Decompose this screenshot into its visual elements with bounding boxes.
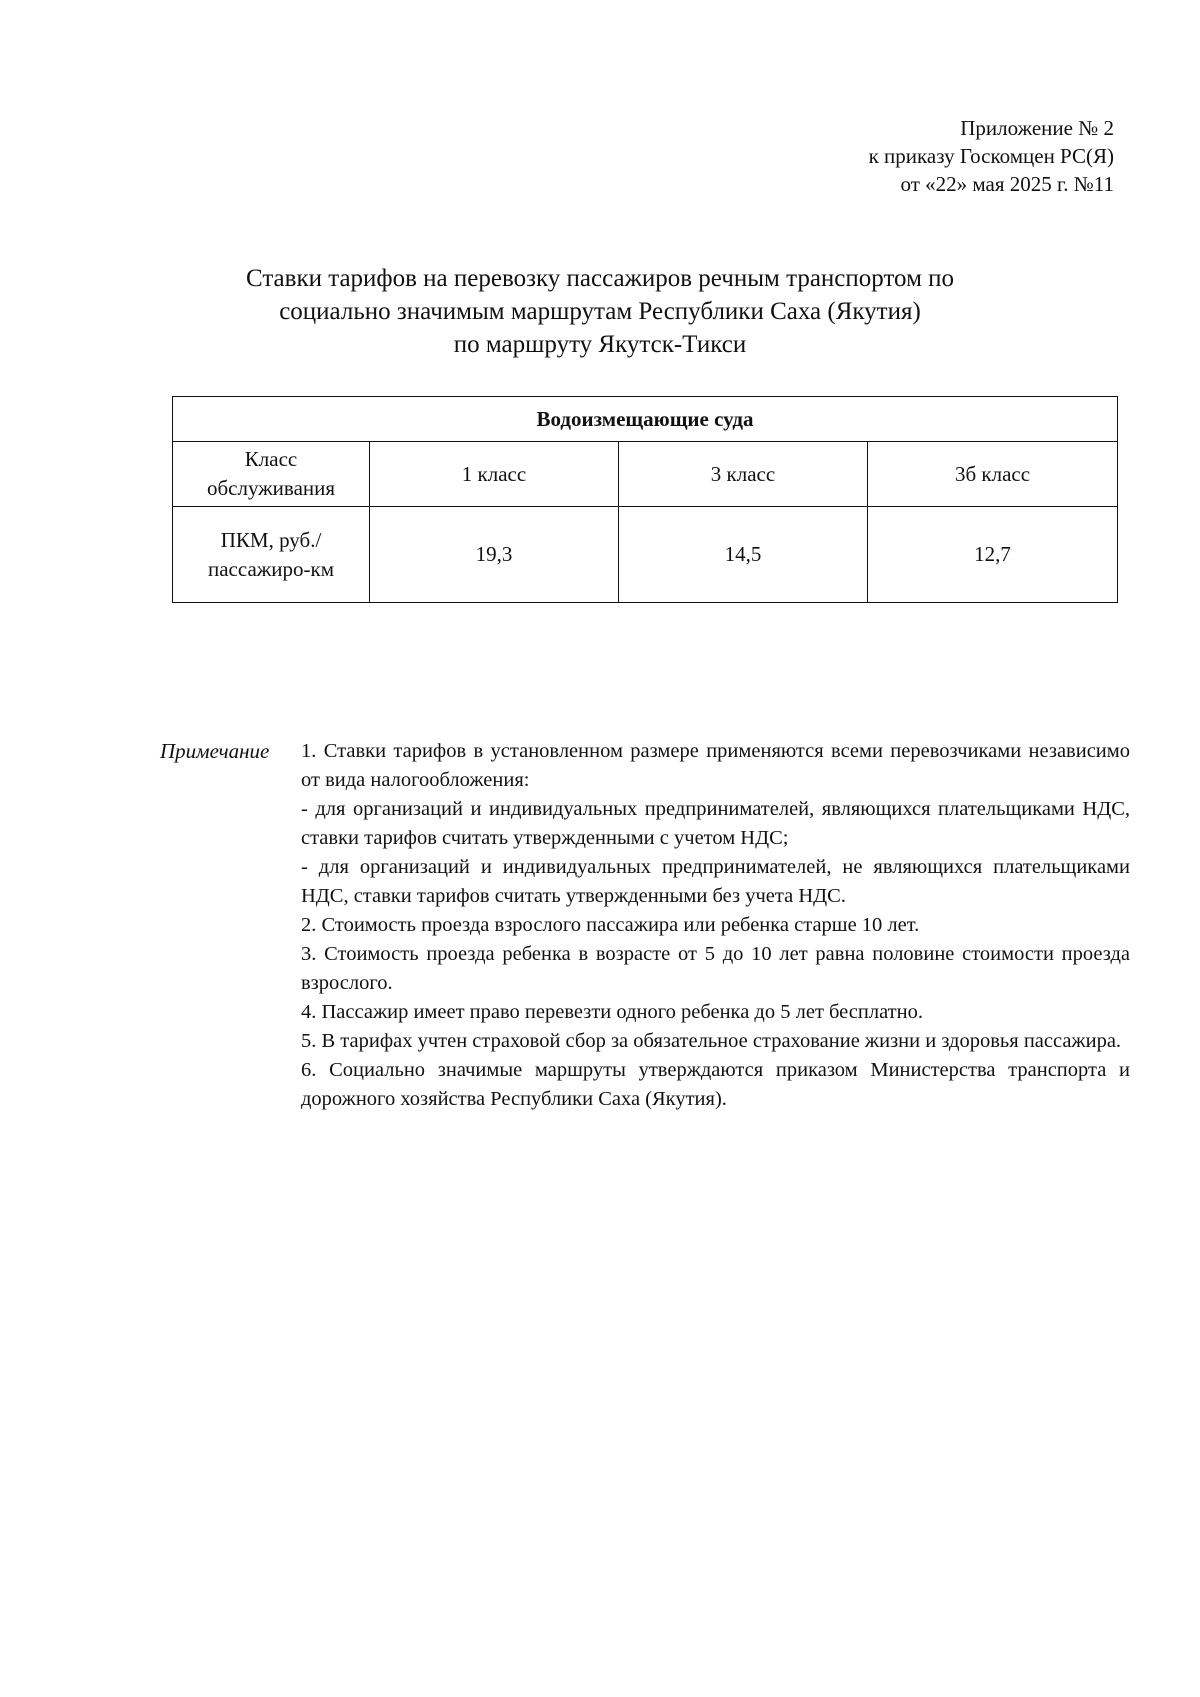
appendix-order-date: от «22» мая 2025 г. №11 xyxy=(900,172,1114,196)
note-item: 4. Пассажир имеет право перевезти одного ребенка до 5 лет бесплатно. xyxy=(301,1001,923,1023)
note-item: - для организаций и индивидуальных предпринимателей, являющихся плательщиками НДС, ставки тарифов считать утвержденными с учетом НДС; xyxy=(301,798,1130,849)
rate-class-1: 19,3 xyxy=(370,507,619,603)
table-row-classes xyxy=(173,442,1118,507)
appendix-order-reference: к приказу Госкомцен РС(Я) xyxy=(868,144,1114,168)
column-header-class-3: 3 класс xyxy=(619,442,868,507)
notes-list xyxy=(301,737,1130,1114)
notes-label: Примечание xyxy=(160,739,270,763)
rate-class-3b: 12,7 xyxy=(868,507,1118,603)
title-line-2: социально значимым маршрутам Республики Саха (Якутия) xyxy=(279,298,921,325)
appendix-header xyxy=(869,114,1114,198)
row-header-service-class: Класс обслуживания xyxy=(173,442,370,507)
note-item: - для организаций и индивидуальных предпринимателей, не являющихся плательщиками НДС, ставки тарифов считать утвержденными без учета НДС. xyxy=(301,856,1130,907)
note-item: 3. Стоимость проезда ребенка в возрасте от 5 до 10 лет равна половине стоимости проезда взрослого. xyxy=(301,943,1130,994)
title-line-3: по маршруту Якутск-Тикси xyxy=(453,331,747,358)
note-item: 5. В тарифах учтен страховой сбор за обязательное страхование жизни и здоровья пассажира. xyxy=(301,1030,1122,1052)
appendix-number: Приложение № 2 xyxy=(960,116,1114,140)
table-group-header: Водоизмещающие суда xyxy=(173,397,1118,442)
title-line-1: Ставки тарифов на перевозку пассажиров речным транспортом по xyxy=(245,265,955,292)
note-item: 6. Социально значимые маршруты утверждаются приказом Министерства транспорта и дорожного хозяйства Республики Саха (Якутия). xyxy=(301,1059,1130,1110)
tariff-table xyxy=(172,396,1118,603)
note-item: 1. Ставки тарифов в установленном размере применяются всеми перевозчиками независимо от вида налогообложения: xyxy=(301,740,1130,791)
rate-class-3: 14,5 xyxy=(619,507,868,603)
column-header-class-1: 1 класс xyxy=(370,442,619,507)
document-title xyxy=(0,262,1200,361)
column-header-class-3b: 3б класс xyxy=(868,442,1118,507)
row-header-rate-unit: ПКМ, руб./пассажиро-км xyxy=(173,507,370,603)
table-row-rates xyxy=(173,507,1118,603)
note-item: 2. Стоимость проезда взрослого пассажира или ребенка старше 10 лет. xyxy=(301,914,920,936)
table-group-row xyxy=(173,397,1118,442)
